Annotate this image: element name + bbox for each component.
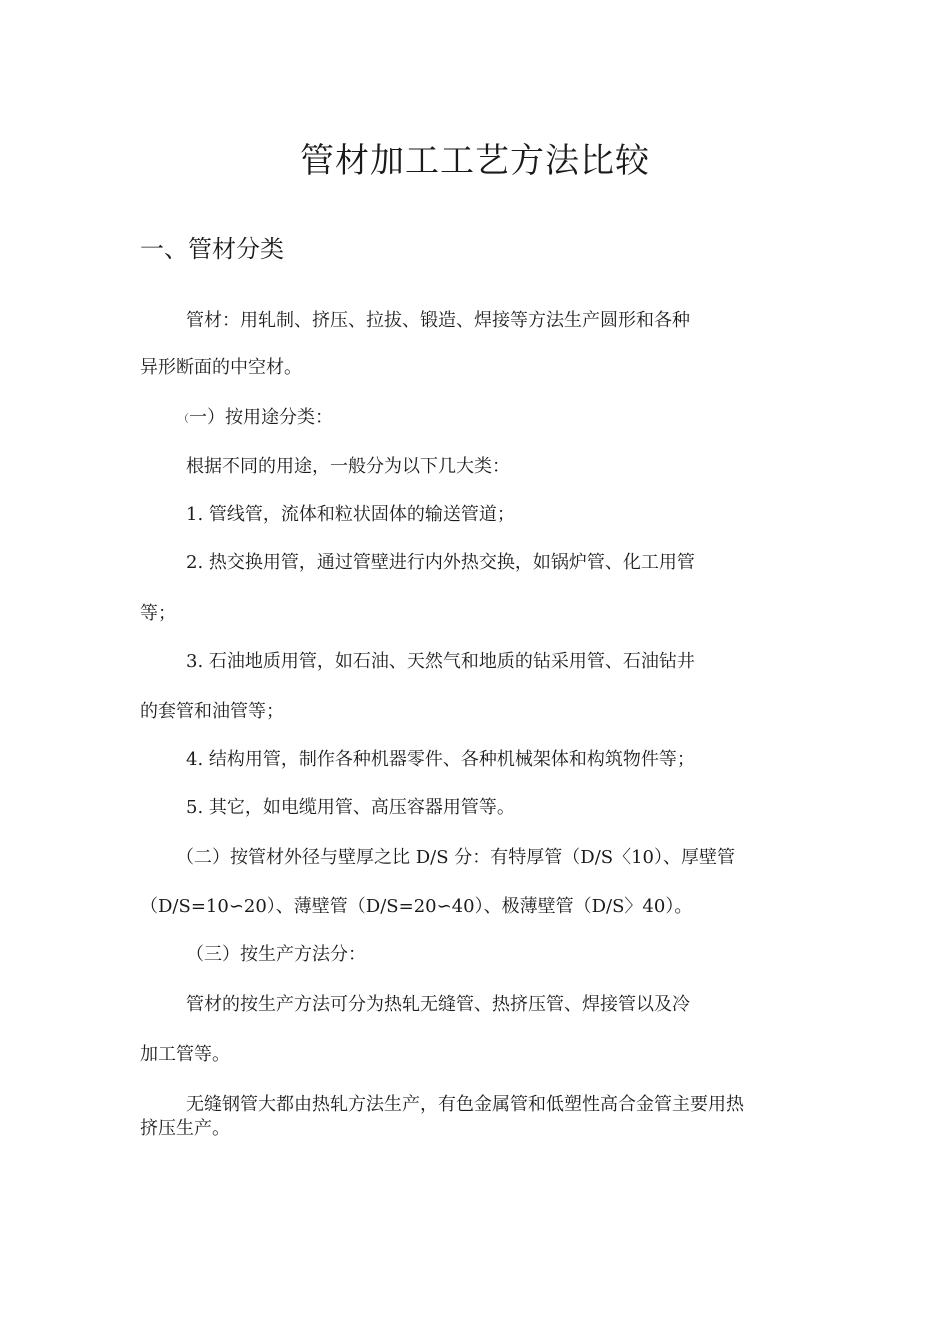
paragraph-line: 挤压生产。 bbox=[140, 1118, 230, 1139]
paragraph-line: （二）按管材外径与壁厚之比 D/S 分：有特厚管（D/S〈10）、厚壁管 bbox=[176, 847, 735, 868]
paragraph-line: 无缝钢管大都由热轧方法生产，有色金属管和低塑性高合金管主要用热 bbox=[186, 1094, 744, 1115]
list-item: 1. 管线管，流体和粒状固体的输送管道； bbox=[186, 504, 515, 525]
section-heading: 一、管材分类 bbox=[140, 235, 284, 263]
paragraph-line: （D/S=10∽20）、薄壁管（D/S=20∽40）、极薄壁管（D/S〉40）。 bbox=[140, 896, 693, 917]
list-item-cont: 的套管和油管等； bbox=[140, 701, 284, 722]
paren-mark: （ bbox=[178, 412, 189, 425]
paragraph-line: 加工管等。 bbox=[140, 1044, 230, 1065]
list-item: 3. 石油地质用管，如石油、天然气和地质的钻采用管、石油钻井 bbox=[186, 651, 695, 672]
paragraph-line: 管材：用轧制、挤压、拉拔、锻造、焊接等方法生产圆形和各种 bbox=[186, 310, 690, 331]
paragraph-line: 异形断面的中空材。 bbox=[140, 357, 302, 378]
subheading-by-use bbox=[178, 406, 333, 431]
subheading-text: 一）按用途分类： bbox=[189, 407, 333, 428]
list-item: 4. 结构用管，制作各种机器零件、各种机械架体和构筑物件等； bbox=[186, 749, 695, 770]
list-item: 5. 其它，如电缆用管、高压容器用管等。 bbox=[186, 797, 515, 818]
list-item: 2. 热交换用管，通过管壁进行内外热交换，如锅炉管、化工用管 bbox=[186, 552, 695, 573]
subheading-by-method: （三）按生产方法分： bbox=[186, 944, 366, 965]
list-item-cont: 等； bbox=[140, 603, 176, 624]
paragraph-line: 管材的按生产方法可分为热轧无缝管、热挤压管、焊接管以及冷 bbox=[186, 994, 690, 1015]
paragraph-line: 根据不同的用途，一般分为以下几大类： bbox=[186, 456, 510, 477]
page-title: 管材加工工艺方法比较 bbox=[300, 141, 650, 181]
